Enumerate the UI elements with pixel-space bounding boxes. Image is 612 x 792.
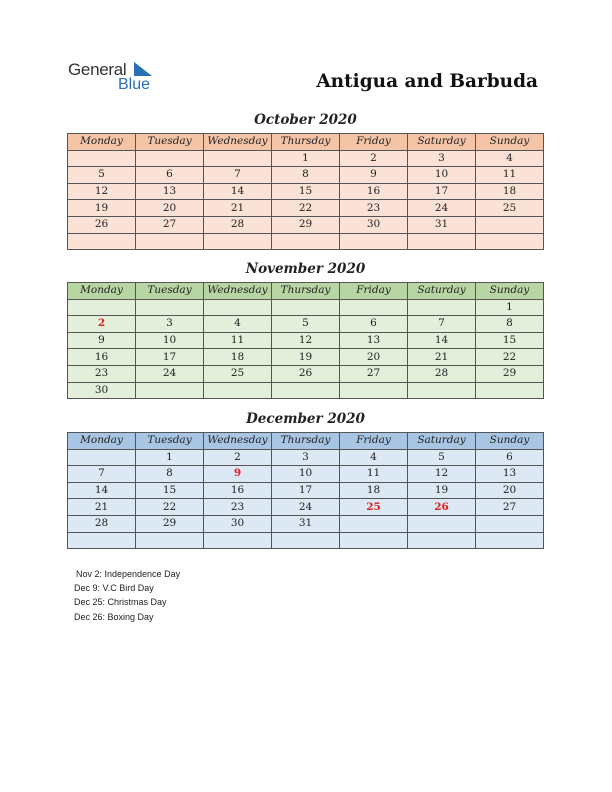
week-row bbox=[68, 349, 544, 366]
day-cell: 6 bbox=[476, 449, 544, 466]
day-cell: 18 bbox=[340, 482, 408, 499]
day-cell: 24 bbox=[408, 200, 476, 217]
week-row bbox=[68, 167, 544, 184]
week-row bbox=[68, 150, 544, 167]
day-cell: 13 bbox=[136, 183, 204, 200]
day-cell: 27 bbox=[136, 216, 204, 233]
day-cell: 9 bbox=[340, 167, 408, 184]
day-cell: 11 bbox=[340, 466, 408, 483]
day-cell: 13 bbox=[476, 466, 544, 483]
day-cell: 22 bbox=[476, 349, 544, 366]
day-cell: 29 bbox=[476, 365, 544, 382]
week-row bbox=[68, 482, 544, 499]
week-row bbox=[68, 466, 544, 483]
week-row bbox=[68, 382, 544, 399]
day-cell: 7 bbox=[408, 316, 476, 333]
empty-cell bbox=[204, 532, 272, 549]
day-cell: 22 bbox=[272, 200, 340, 217]
day-cell: 18 bbox=[204, 349, 272, 366]
day-cell: 9 bbox=[68, 332, 136, 349]
weekday-header-row bbox=[68, 283, 544, 300]
empty-cell bbox=[340, 382, 408, 399]
day-cell: 4 bbox=[204, 316, 272, 333]
weekday-header: Tuesday bbox=[136, 283, 204, 300]
weekday-header-row bbox=[68, 433, 544, 450]
day-cell: 17 bbox=[136, 349, 204, 366]
day-cell: 12 bbox=[68, 183, 136, 200]
day-cell: 1 bbox=[272, 150, 340, 167]
week-row bbox=[68, 532, 544, 549]
day-cell: 6 bbox=[136, 167, 204, 184]
day-cell: 15 bbox=[136, 482, 204, 499]
day-cell: 29 bbox=[136, 515, 204, 532]
weekday-header: Thursday bbox=[272, 134, 340, 151]
weekday-header: Monday bbox=[68, 283, 136, 300]
empty-cell bbox=[340, 515, 408, 532]
empty-cell bbox=[408, 382, 476, 399]
week-row bbox=[68, 332, 544, 349]
weekday-header: Wednesday bbox=[204, 283, 272, 300]
day-cell: 19 bbox=[68, 200, 136, 217]
day-cell: 5 bbox=[68, 167, 136, 184]
day-cell: 31 bbox=[272, 515, 340, 532]
month-title-november: November 2020 bbox=[245, 261, 366, 277]
day-cell: 8 bbox=[272, 167, 340, 184]
empty-cell bbox=[204, 382, 272, 399]
day-cell: 21 bbox=[68, 499, 136, 516]
empty-cell bbox=[476, 216, 544, 233]
empty-cell bbox=[408, 299, 476, 316]
day-cell: 20 bbox=[340, 349, 408, 366]
day-cell: 11 bbox=[204, 332, 272, 349]
generalblue-logo bbox=[68, 60, 168, 96]
empty-cell bbox=[272, 299, 340, 316]
weekday-header: Monday bbox=[68, 134, 136, 151]
day-cell: 21 bbox=[204, 200, 272, 217]
logo-blue-text: Blue bbox=[118, 76, 151, 93]
weekday-header: Friday bbox=[340, 433, 408, 450]
empty-cell bbox=[476, 233, 544, 250]
week-row bbox=[68, 515, 544, 532]
day-cell: 17 bbox=[272, 482, 340, 499]
logo-triangle-icon bbox=[134, 62, 152, 76]
holiday-note: Nov 2: Independence Day bbox=[76, 569, 181, 579]
day-cell: 28 bbox=[204, 216, 272, 233]
empty-cell bbox=[272, 233, 340, 250]
day-cell: 15 bbox=[476, 332, 544, 349]
day-cell: 30 bbox=[68, 382, 136, 399]
day-cell: 22 bbox=[136, 499, 204, 516]
empty-cell bbox=[476, 515, 544, 532]
holiday-note: Dec 26: Boxing Day bbox=[74, 611, 154, 622]
empty-cell bbox=[340, 299, 408, 316]
day-cell: 26 bbox=[68, 216, 136, 233]
empty-cell bbox=[204, 150, 272, 167]
day-cell: 8 bbox=[476, 316, 544, 333]
empty-cell bbox=[68, 532, 136, 549]
weekday-header: Friday bbox=[340, 283, 408, 300]
day-cell: 23 bbox=[204, 499, 272, 516]
day-cell: 28 bbox=[68, 515, 136, 532]
empty-cell bbox=[408, 515, 476, 532]
day-cell: 14 bbox=[408, 332, 476, 349]
day-cell: 30 bbox=[340, 216, 408, 233]
weekday-header: Wednesday bbox=[204, 433, 272, 450]
week-row bbox=[68, 200, 544, 217]
weekday-header: Sunday bbox=[476, 433, 544, 450]
weekday-header: Tuesday bbox=[136, 433, 204, 450]
day-cell: 2 bbox=[340, 150, 408, 167]
day-cell: 31 bbox=[408, 216, 476, 233]
day-cell: 5 bbox=[272, 316, 340, 333]
month-title-october: October 2020 bbox=[254, 112, 357, 128]
empty-cell bbox=[408, 532, 476, 549]
empty-cell bbox=[272, 382, 340, 399]
holiday-notes bbox=[74, 567, 180, 624]
day-cell: 19 bbox=[272, 349, 340, 366]
weekday-header: Tuesday bbox=[136, 134, 204, 151]
day-cell: 14 bbox=[68, 482, 136, 499]
empty-cell bbox=[204, 233, 272, 250]
week-row bbox=[68, 499, 544, 516]
day-cell: 16 bbox=[204, 482, 272, 499]
day-cell: 1 bbox=[136, 449, 204, 466]
weekday-header: Thursday bbox=[272, 433, 340, 450]
country-title: Antigua and Barbuda bbox=[316, 71, 538, 92]
day-cell: 14 bbox=[204, 183, 272, 200]
day-cell: 27 bbox=[340, 365, 408, 382]
day-cell: 8 bbox=[136, 466, 204, 483]
day-cell: 12 bbox=[408, 466, 476, 483]
week-row bbox=[68, 299, 544, 316]
month-title-december: December 2020 bbox=[246, 411, 365, 427]
logo-general-text: General bbox=[68, 60, 127, 79]
calendar-december bbox=[67, 432, 544, 549]
day-cell: 15 bbox=[272, 183, 340, 200]
weekday-header-row bbox=[68, 134, 544, 151]
day-cell: 2 bbox=[204, 449, 272, 466]
day-cell: 1 bbox=[476, 299, 544, 316]
day-cell: 16 bbox=[340, 183, 408, 200]
day-cell: 16 bbox=[68, 349, 136, 366]
day-cell: 30 bbox=[204, 515, 272, 532]
empty-cell bbox=[136, 382, 204, 399]
day-cell: 26 bbox=[408, 499, 476, 516]
day-cell: 4 bbox=[340, 449, 408, 466]
week-row bbox=[68, 365, 544, 382]
holiday-note: Dec 9: V.C Bird Day bbox=[74, 583, 154, 594]
empty-cell bbox=[476, 382, 544, 399]
day-cell: 4 bbox=[476, 150, 544, 167]
day-cell: 10 bbox=[136, 332, 204, 349]
day-cell: 21 bbox=[408, 349, 476, 366]
week-row bbox=[68, 449, 544, 466]
week-row bbox=[68, 183, 544, 200]
weekday-header: Monday bbox=[68, 433, 136, 450]
day-cell: 6 bbox=[340, 316, 408, 333]
empty-cell bbox=[476, 532, 544, 549]
weekday-header: Thursday bbox=[272, 283, 340, 300]
day-cell: 25 bbox=[476, 200, 544, 217]
empty-cell bbox=[136, 532, 204, 549]
day-cell: 26 bbox=[272, 365, 340, 382]
weekday-header: Saturday bbox=[408, 283, 476, 300]
day-cell: 2 bbox=[68, 316, 136, 333]
weekday-header: Friday bbox=[340, 134, 408, 151]
day-cell: 5 bbox=[408, 449, 476, 466]
weekday-header: Saturday bbox=[408, 433, 476, 450]
day-cell: 7 bbox=[68, 466, 136, 483]
holiday-note: Dec 25: Christmas Day bbox=[74, 597, 167, 608]
empty-cell bbox=[408, 233, 476, 250]
day-cell: 10 bbox=[408, 167, 476, 184]
day-cell: 19 bbox=[408, 482, 476, 499]
day-cell: 13 bbox=[340, 332, 408, 349]
empty-cell bbox=[340, 532, 408, 549]
day-cell: 7 bbox=[204, 167, 272, 184]
weekday-header: Sunday bbox=[476, 283, 544, 300]
day-cell: 10 bbox=[272, 466, 340, 483]
week-row bbox=[68, 216, 544, 233]
weekday-header: Wednesday bbox=[204, 134, 272, 151]
day-cell: 11 bbox=[476, 167, 544, 184]
empty-cell bbox=[68, 233, 136, 250]
day-cell: 27 bbox=[476, 499, 544, 516]
day-cell: 18 bbox=[476, 183, 544, 200]
day-cell: 20 bbox=[136, 200, 204, 217]
week-row bbox=[68, 316, 544, 333]
empty-cell bbox=[68, 449, 136, 466]
day-cell: 25 bbox=[340, 499, 408, 516]
day-cell: 12 bbox=[272, 332, 340, 349]
empty-cell bbox=[340, 233, 408, 250]
empty-cell bbox=[136, 233, 204, 250]
day-cell: 23 bbox=[340, 200, 408, 217]
day-cell: 3 bbox=[136, 316, 204, 333]
day-cell: 17 bbox=[408, 183, 476, 200]
day-cell: 3 bbox=[272, 449, 340, 466]
empty-cell bbox=[204, 299, 272, 316]
day-cell: 9 bbox=[204, 466, 272, 483]
empty-cell bbox=[136, 150, 204, 167]
day-cell: 24 bbox=[272, 499, 340, 516]
day-cell: 29 bbox=[272, 216, 340, 233]
empty-cell bbox=[272, 532, 340, 549]
calendar-november bbox=[67, 282, 544, 399]
day-cell: 20 bbox=[476, 482, 544, 499]
day-cell: 23 bbox=[68, 365, 136, 382]
empty-cell bbox=[68, 150, 136, 167]
day-cell: 28 bbox=[408, 365, 476, 382]
day-cell: 3 bbox=[408, 150, 476, 167]
empty-cell bbox=[136, 299, 204, 316]
day-cell: 25 bbox=[204, 365, 272, 382]
day-cell: 24 bbox=[136, 365, 204, 382]
weekday-header: Sunday bbox=[476, 134, 544, 151]
week-row bbox=[68, 233, 544, 250]
empty-cell bbox=[68, 299, 136, 316]
weekday-header: Saturday bbox=[408, 134, 476, 151]
calendar-october bbox=[67, 133, 544, 250]
